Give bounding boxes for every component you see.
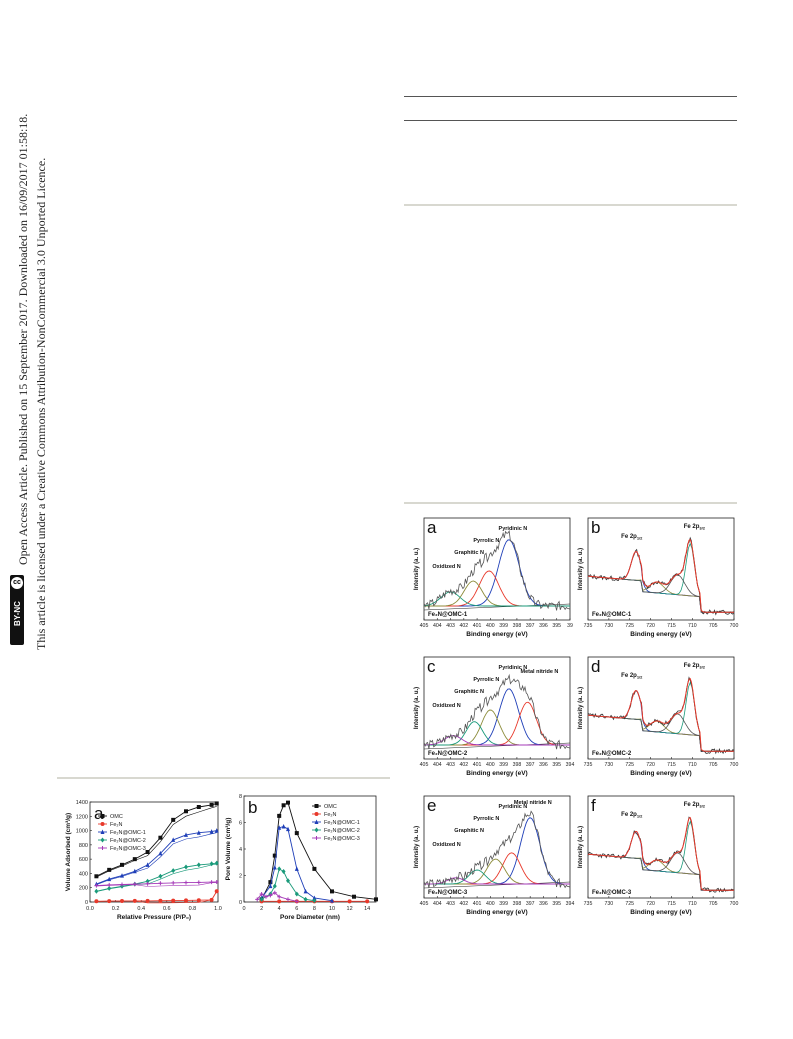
data-point (146, 882, 150, 886)
x-tick-label: 730 (604, 623, 614, 629)
raw-spectrum (588, 817, 734, 892)
plot-frame (244, 796, 376, 902)
x-tick-label: 14 (364, 906, 371, 912)
panel-letter: a (94, 804, 104, 823)
sample-label: Fe₂N@OMC-1 (428, 612, 468, 618)
legend-marker (101, 838, 105, 843)
data-point (133, 857, 137, 861)
x-tick-label: 10 (328, 906, 336, 912)
data-point (282, 869, 286, 874)
y-axis-label: Intensity (a. u.) (578, 825, 584, 869)
xps-n1s-chart-c (404, 651, 576, 783)
x-tick-label: 402 (459, 762, 469, 768)
y-tick-label: 4 (238, 847, 242, 853)
data-point (158, 874, 162, 879)
fit-component (424, 710, 570, 745)
fit-envelope (588, 818, 734, 891)
peak-label-sub: 3/2 (699, 803, 705, 809)
data-point (94, 889, 98, 894)
y-tick-label: 800 (78, 842, 88, 849)
data-point (94, 874, 98, 878)
legend-label: Fe₂N@OMC-2 (324, 828, 360, 834)
fit-component (588, 691, 734, 752)
x-tick-label: 398 (512, 901, 522, 907)
x-tick-label: 700 (729, 901, 739, 907)
y-tick-label: 1200 (75, 814, 88, 821)
data-point (158, 899, 162, 903)
peak-label: Pyridinic N (498, 665, 528, 671)
data-point (295, 866, 299, 871)
xps-fe2p-chart-f (572, 790, 740, 922)
y-axis-label: Intensity (a. u.) (414, 686, 420, 730)
data-point (120, 863, 124, 867)
legend-label: Fe₂N (110, 822, 123, 828)
legend-marker (315, 836, 319, 840)
x-tick-label: 400 (486, 901, 495, 907)
x-tick-label: 735 (583, 762, 593, 768)
y-tick-label: 0 (238, 900, 242, 906)
x-tick-label: 0.8 (188, 906, 197, 912)
data-point (146, 899, 150, 903)
x-axis-label: Binding energy (eV) (630, 770, 692, 777)
x-tick-label: 715 (667, 623, 676, 629)
legend-marker (315, 804, 319, 808)
data-point (146, 862, 150, 867)
peak-label: Graphitic N (454, 828, 484, 834)
y-tick-label: 1400 (75, 800, 88, 806)
sample-label: Fe₂N@OMC-2 (592, 751, 632, 757)
x-tick-label: 710 (687, 623, 697, 629)
x-tick-label: 401 (472, 762, 482, 768)
data-point (210, 880, 214, 884)
x-tick-label: 715 (667, 901, 676, 907)
peak-label-sub: 1/2 (636, 813, 643, 819)
x-tick-label: 710 (687, 901, 697, 907)
y-axis-label: Pore Volume (cm³/g) (225, 817, 232, 881)
data-point (304, 889, 308, 894)
xps-n1s-panel-c (404, 651, 576, 783)
x-tick-label: 720 (646, 762, 655, 768)
table-top-rule (404, 96, 737, 97)
peak-label: Graphitic N (454, 689, 484, 695)
fit-component (588, 715, 734, 751)
x-tick-label: 396 (539, 762, 548, 768)
peak-label: Pyrrolic N (473, 677, 500, 683)
x-tick-label: 399 (499, 901, 508, 907)
data-point (120, 899, 124, 903)
legend-marker (101, 846, 105, 850)
x-tick-label: 0.6 (162, 906, 171, 912)
peak-label-fe2p12 (621, 812, 643, 819)
peak-label: Pyridinic N (498, 526, 528, 532)
data-point (348, 899, 352, 903)
x-tick-label: 6 (295, 906, 299, 912)
peak-label: Graphitic N (454, 550, 484, 556)
y-axis-label: Intensity (a. u.) (578, 686, 584, 730)
xps-fe2p-panel-d (572, 651, 740, 783)
data-point (365, 899, 369, 903)
x-tick-label: 399 (499, 762, 508, 768)
x-tick-label: 735 (583, 623, 593, 629)
data-point (184, 865, 188, 870)
panel-letter: d (591, 657, 601, 676)
x-tick-label: 0.0 (86, 906, 94, 912)
y-axis-label: Intensity (a. u.) (414, 825, 420, 869)
x-tick-label: 394 (565, 901, 575, 907)
x-tick-label: 735 (583, 901, 593, 907)
table-header-rule (404, 120, 737, 121)
y-tick-label: 400 (78, 871, 88, 878)
data-point (171, 899, 175, 903)
peak-label-fe2p32 (684, 524, 706, 531)
fit-component (424, 571, 570, 606)
xps-fe2p-panel-f (572, 790, 740, 922)
x-tick-label: 730 (604, 762, 614, 768)
peak-label-main: Fe 2p (683, 524, 700, 530)
x-tick-label: 395 (552, 623, 562, 629)
x-tick-label: 12 (346, 906, 353, 912)
raw-spectrum (588, 678, 734, 754)
panel-letter: c (427, 657, 436, 676)
x-tick-label: 405 (419, 901, 429, 907)
x-tick-label: 0.4 (137, 906, 146, 912)
x-axis-label: Pore Diameter (nm) (280, 914, 340, 921)
data-point (197, 880, 201, 884)
legend-label: Fe₂N@OMC-1 (324, 820, 360, 826)
x-tick-label: 397 (525, 623, 535, 629)
legend-label: OMC (110, 814, 123, 820)
x-tick-label: 398 (512, 623, 522, 629)
x-axis-label: Binding energy (eV) (466, 631, 528, 638)
peak-label-sub: 3/2 (699, 664, 705, 670)
xps-fe2p-chart-b (572, 512, 740, 644)
bet-isotherm-chart (62, 786, 232, 956)
x-tick-label: 403 (446, 623, 455, 629)
x-tick-label: 720 (646, 623, 655, 629)
x-tick-label: 402 (459, 901, 469, 907)
data-point (197, 898, 201, 902)
peak-label: Metal nitride N (520, 669, 559, 675)
data-point (171, 881, 175, 885)
data-point (184, 898, 188, 902)
data-point (107, 883, 111, 887)
plot-frame (588, 518, 734, 620)
x-tick-label: 401 (472, 623, 482, 629)
peak-label: Pyrrolic N (473, 816, 500, 822)
peak-label-main: Fe 2p (621, 812, 637, 818)
sample-label: Fe₂N@OMC-3 (592, 890, 632, 896)
peak-label-fe2p32 (684, 802, 706, 809)
fit-envelope (588, 540, 734, 613)
x-tick-label: 0.2 (111, 906, 120, 912)
figure-divider-right (404, 502, 737, 504)
pore-distribution-panel (224, 786, 389, 956)
data-point (374, 897, 378, 901)
x-tick-label: 705 (708, 762, 718, 768)
legend-label: Fe₂N@OMC-1 (110, 830, 146, 836)
legend-label: Fe₂N@OMC-2 (110, 838, 146, 844)
data-point (215, 889, 219, 893)
x-tick-label: 404 (432, 762, 442, 768)
x-tick-label: 705 (708, 901, 718, 907)
license-line-2: This article is licensed under a Creative Commons Attribution-NonCommercial 3.0 Unported Licence. (34, 157, 48, 650)
fit-component (588, 552, 734, 613)
xps-fe2p-chart-d (572, 651, 740, 783)
xps-n1s-panel-e (404, 790, 576, 922)
peak-label-sub: 3/2 (699, 525, 705, 531)
peak-label-main: Fe 2p (683, 802, 700, 808)
figure-divider-left (57, 777, 390, 779)
background-line (588, 715, 734, 751)
fit-component (588, 576, 734, 612)
cc-badge-label: BY-NC (12, 601, 22, 626)
data-point (330, 889, 334, 893)
legend-label: Fe₂N@OMC-3 (110, 846, 146, 852)
x-tick-label: 401 (472, 901, 482, 907)
legend-marker (315, 812, 319, 816)
peak-label-main: Fe 2p (621, 534, 637, 540)
peak-label: Metal nitride N (513, 800, 552, 806)
data-point (277, 866, 281, 871)
peak-label: Pyridinic N (498, 804, 528, 810)
y-tick-label: 8 (238, 794, 242, 800)
xps-n1s-panel-a (404, 512, 576, 644)
x-tick-label: 398 (512, 762, 522, 768)
x-tick-label: 400 (486, 623, 495, 629)
data-point (197, 805, 201, 809)
x-tick-label: 403 (446, 762, 455, 768)
x-tick-label: 395 (552, 762, 562, 768)
x-axis-label: Relative Pressure (P/P₀) (116, 914, 192, 921)
data-point (184, 881, 188, 885)
x-tick-label: 404 (432, 901, 442, 907)
x-tick-label: 405 (419, 623, 429, 629)
plot-frame (588, 796, 734, 898)
y-axis-label: Intensity (a. u.) (414, 547, 420, 591)
pore-distribution-chart (224, 786, 389, 956)
peak-label-main: Fe 2p (683, 663, 700, 669)
xps-n1s-chart-a (404, 512, 576, 644)
y-axis-label: Intensity (a. u.) (578, 547, 584, 591)
data-point (158, 836, 162, 840)
panel-letter: e (427, 796, 437, 815)
x-tick-label: 397 (525, 901, 535, 907)
data-point (107, 899, 111, 903)
plot-frame (588, 657, 734, 759)
data-point (210, 898, 214, 902)
sample-label: Fe₂N@OMC-2 (428, 751, 468, 757)
x-tick-label: 700 (729, 623, 739, 629)
data-point (286, 801, 290, 805)
sample-label: Fe₂N@OMC-1 (592, 612, 632, 618)
data-point (215, 801, 219, 805)
x-tick-label: 1.0 (214, 906, 222, 912)
x-tick-label: 725 (625, 623, 635, 629)
data-point (286, 897, 290, 901)
peak-label-main: Fe 2p (621, 673, 637, 679)
panel-letter: b (591, 518, 601, 537)
x-tick-label: 710 (687, 762, 697, 768)
cc-license-badge[interactable] (10, 575, 24, 645)
data-point (210, 803, 214, 807)
x-axis-label: Binding energy (eV) (630, 909, 692, 916)
data-point (171, 868, 175, 873)
fit-envelope (588, 679, 734, 752)
panel-letter: f (591, 796, 596, 815)
x-tick-label: 396 (539, 901, 548, 907)
data-point (277, 814, 281, 818)
data-point (282, 824, 286, 829)
data-point (133, 899, 137, 903)
data-point (94, 899, 98, 903)
x-tick-label: 403 (446, 901, 455, 907)
peak-label-fe2p32 (684, 663, 706, 670)
x-tick-label: 395 (552, 901, 562, 907)
panel-letter: a (427, 518, 437, 537)
x-tick-label: 404 (432, 623, 442, 629)
x-tick-label: 402 (459, 623, 469, 629)
fit-component (424, 540, 570, 606)
legend-label: Fe₂N (324, 812, 337, 818)
x-tick-label: 700 (729, 762, 739, 768)
xps-fe2p-panel-b (572, 512, 740, 644)
data-point (171, 818, 175, 822)
x-tick-label: 399 (499, 623, 508, 629)
data-point (352, 895, 356, 899)
peak-label-sub: 1/2 (636, 674, 643, 680)
x-tick-label: 715 (667, 762, 676, 768)
x-tick-label: 730 (604, 901, 614, 907)
x-tick-label: 394 (565, 762, 575, 768)
xps-n1s-chart-e (404, 790, 576, 922)
x-tick-label: 8 (312, 906, 316, 912)
legend-label: OMC (324, 804, 337, 810)
x-tick-label: 2 (260, 906, 264, 912)
table-bottom-rule (404, 204, 737, 206)
data-point (277, 899, 281, 903)
y-tick-label: 1000 (75, 828, 88, 835)
peak-label-sub: 1/2 (636, 535, 643, 541)
data-point (197, 862, 201, 867)
peak-label: Oxidized N (432, 564, 461, 570)
peak-label: Pyrrolic N (473, 538, 500, 544)
panel-letter: b (248, 798, 258, 817)
y-tick-label: 600 (78, 857, 88, 864)
license-notice (4, 0, 64, 660)
data-point (286, 827, 290, 832)
series-line (262, 827, 332, 901)
data-point (146, 850, 150, 854)
x-tick-label: 725 (625, 762, 635, 768)
x-tick-label: 400 (486, 762, 495, 768)
y-tick-label: 6 (238, 820, 242, 827)
y-tick-label: 2 (238, 873, 242, 880)
y-axis-label: Volume Adsorbed (cm³/g) (65, 812, 72, 892)
peak-label-fe2p12 (621, 673, 643, 680)
legend-label: Fe₂N@OMC-3 (324, 836, 360, 842)
x-tick-label: 0 (242, 906, 246, 912)
data-point (312, 867, 316, 871)
x-axis-label: Binding energy (eV) (466, 909, 528, 916)
peak-label: Oxidized N (432, 842, 461, 848)
peak-label-fe2p12 (621, 534, 643, 541)
y-tick-label: 0 (84, 900, 88, 906)
x-tick-label: 396 (539, 623, 548, 629)
data-point (184, 809, 188, 813)
legend-marker (315, 828, 319, 833)
x-axis-label: Binding energy (eV) (630, 631, 692, 638)
cc-icon: cc (11, 577, 23, 589)
x-tick-label: 725 (625, 901, 635, 907)
x-tick-label: 39 (567, 623, 573, 629)
background-line (588, 576, 734, 612)
fit-component (424, 592, 570, 606)
y-tick-label: 200 (78, 885, 88, 892)
peak-label: Oxidized N (432, 703, 461, 709)
x-axis-label: Binding energy (eV) (466, 770, 528, 777)
data-point (133, 882, 137, 886)
x-tick-label: 705 (708, 623, 718, 629)
x-tick-label: 4 (277, 906, 281, 912)
data-point (158, 881, 162, 885)
data-point (295, 831, 299, 835)
x-tick-label: 720 (646, 901, 655, 907)
x-tick-label: 397 (525, 762, 535, 768)
license-line-1: Open Access Article. Published on 15 September 2017. Downloaded on 16/09/2017 01:58:18. (16, 113, 30, 565)
x-tick-label: 405 (419, 762, 429, 768)
sample-label: Fe₂N@OMC-3 (428, 890, 468, 896)
data-point (107, 868, 111, 872)
data-point (282, 803, 286, 807)
bet-isotherm-panel (62, 786, 232, 956)
